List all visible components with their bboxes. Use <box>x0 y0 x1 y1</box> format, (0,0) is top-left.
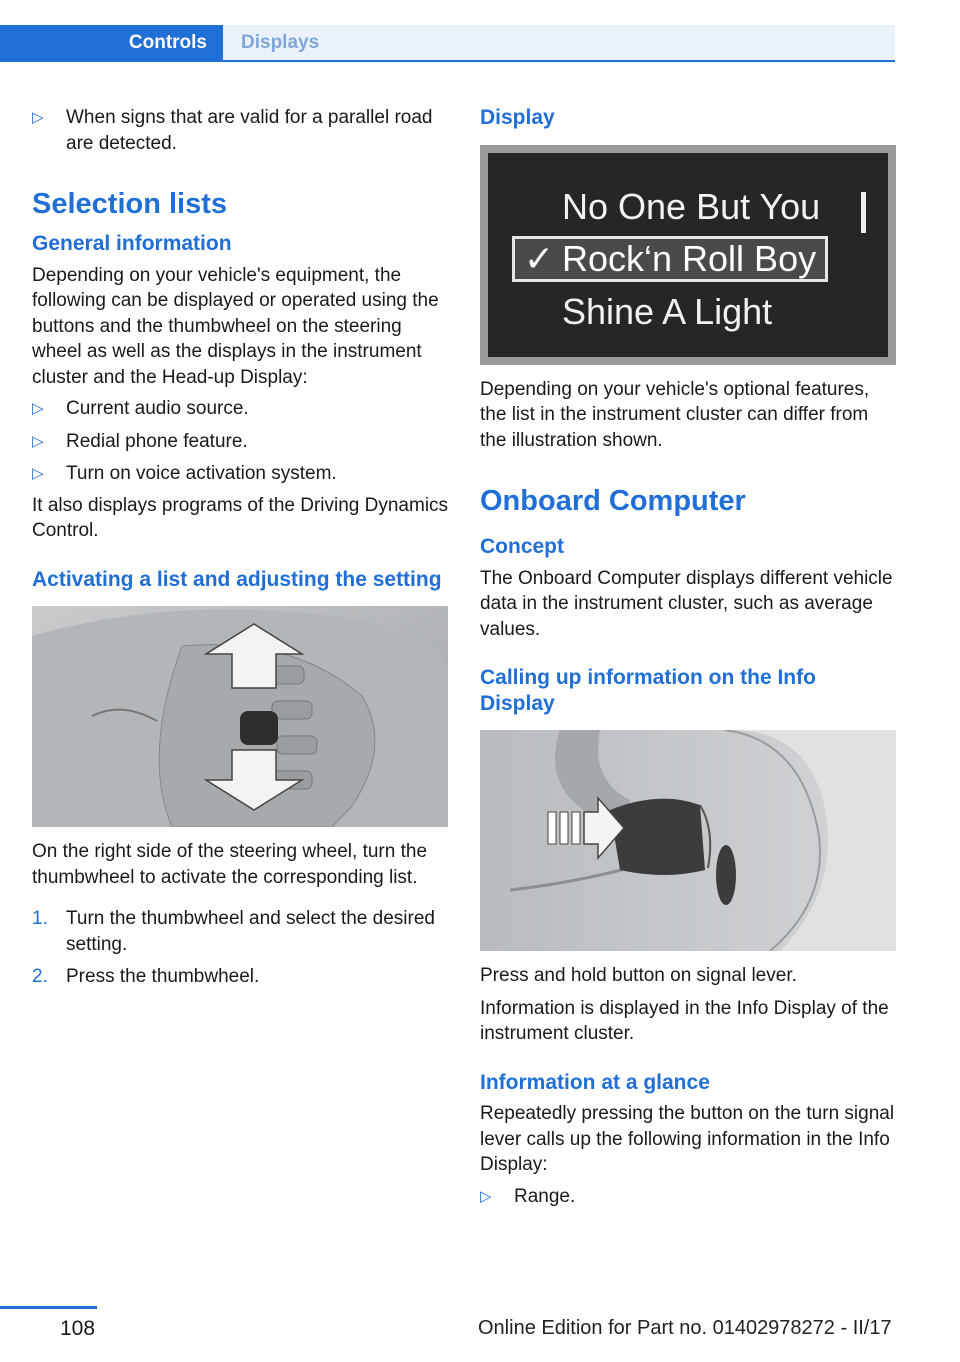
list-item <box>480 1184 896 1210</box>
display-list-illustration <box>480 145 896 365</box>
display-list-item: Shine A Light <box>562 290 773 332</box>
subsection-title-display: Display <box>480 106 555 129</box>
list-item <box>32 396 450 422</box>
page-number: 108 <box>60 1317 96 1340</box>
step-number: 1. <box>32 908 48 929</box>
triangle-bullet-icon: ▷ <box>32 432 44 450</box>
list-item <box>32 906 450 957</box>
press-hold-paragraph: Press and hold button on signal lever. <box>480 965 797 986</box>
signal-lever-drawing <box>480 730 896 951</box>
steering-wheel-drawing <box>32 606 448 827</box>
dynamics-paragraph: It also displays programs of the Driving Dynamics Control. <box>32 494 449 541</box>
list-item-text: Current audio source. <box>66 398 249 419</box>
subsection-title-general-information: General information <box>32 232 232 255</box>
tab-underline <box>0 60 895 62</box>
steps-list <box>32 906 450 990</box>
tab-controls[interactable]: Controls <box>0 25 223 61</box>
subsection-title-calling-up-info: Calling up information on the Info Display <box>480 666 816 715</box>
display-note-paragraph: Depending on your vehicle's optional features, the list in the instrument cluster can differ from the illustration shown. <box>480 378 870 451</box>
right-side-paragraph: On the right side of the steering wheel, turn the thumbwheel to activate the corresponding list. <box>32 841 428 888</box>
subsection-title-concept: Concept <box>480 535 564 558</box>
signal-lever-illustration <box>480 730 896 951</box>
display-scrollbar <box>861 192 866 233</box>
display-list-item: No One But You <box>562 185 821 227</box>
display-list-item: Rock‘n Roll Boy <box>562 237 817 279</box>
checkmark-icon: ✓ <box>524 237 555 279</box>
list-item-text: Range. <box>514 1185 576 1207</box>
list-item-text: Turn on voice activation system. <box>66 463 337 484</box>
subsection-title-activating-list: Activating a list and adjusting the setting <box>32 567 442 591</box>
general-information-paragraph: Depending on your vehicle's equipment, the following can be displayed or operated using the buttons and the thumbwheel on the steering wheel as well as the displays in the instrument cluster and the Head-up Display: <box>32 264 439 388</box>
list-item <box>32 461 450 487</box>
section-title-selection-lists: Selection lists <box>32 188 228 220</box>
triangle-bullet-icon: ▷ <box>32 465 44 482</box>
list-item-text: Turn the thumbwheel and select the desired setting. <box>66 908 435 955</box>
section-title-onboard-computer: Onboard Computer <box>480 485 746 517</box>
list-item-text: Redial phone feature. <box>66 430 248 452</box>
steering-wheel-illustration <box>32 606 448 827</box>
subsection-title-info-glance: Information at a glance <box>480 1070 710 1094</box>
list-item-text: Press the thumbwheel. <box>66 966 260 987</box>
concept-paragraph: The Onboard Computer displays different vehicle data in the instrument cluster, such as average values. <box>480 567 893 640</box>
tab-displays[interactable]: Displays <box>223 25 895 61</box>
chapter-tab-bar <box>0 25 895 61</box>
list-item <box>32 105 450 156</box>
right-column <box>480 100 896 1209</box>
info-display-paragraph: Information is displayed in the Info Display of the instrument cluster. <box>480 997 889 1044</box>
edition-footer: Online Edition for Part no. 01402978272 - II/17 <box>478 1317 892 1339</box>
list-item <box>32 964 450 990</box>
glance-paragraph: Repeatedly pressing the button on the turn signal lever calls up the following information in the Info Display: <box>480 1103 895 1175</box>
triangle-bullet-icon: ▷ <box>32 400 44 417</box>
step-number: 2. <box>32 966 48 987</box>
triangle-bullet-icon: ▷ <box>32 109 44 126</box>
list-item <box>32 429 450 455</box>
list-item-text: When signs that are valid for a parallel road are detected. <box>66 107 433 154</box>
left-column <box>32 100 450 990</box>
triangle-bullet-icon: ▷ <box>480 1187 492 1205</box>
footer-rule <box>0 1306 97 1309</box>
feature-list <box>32 396 450 487</box>
